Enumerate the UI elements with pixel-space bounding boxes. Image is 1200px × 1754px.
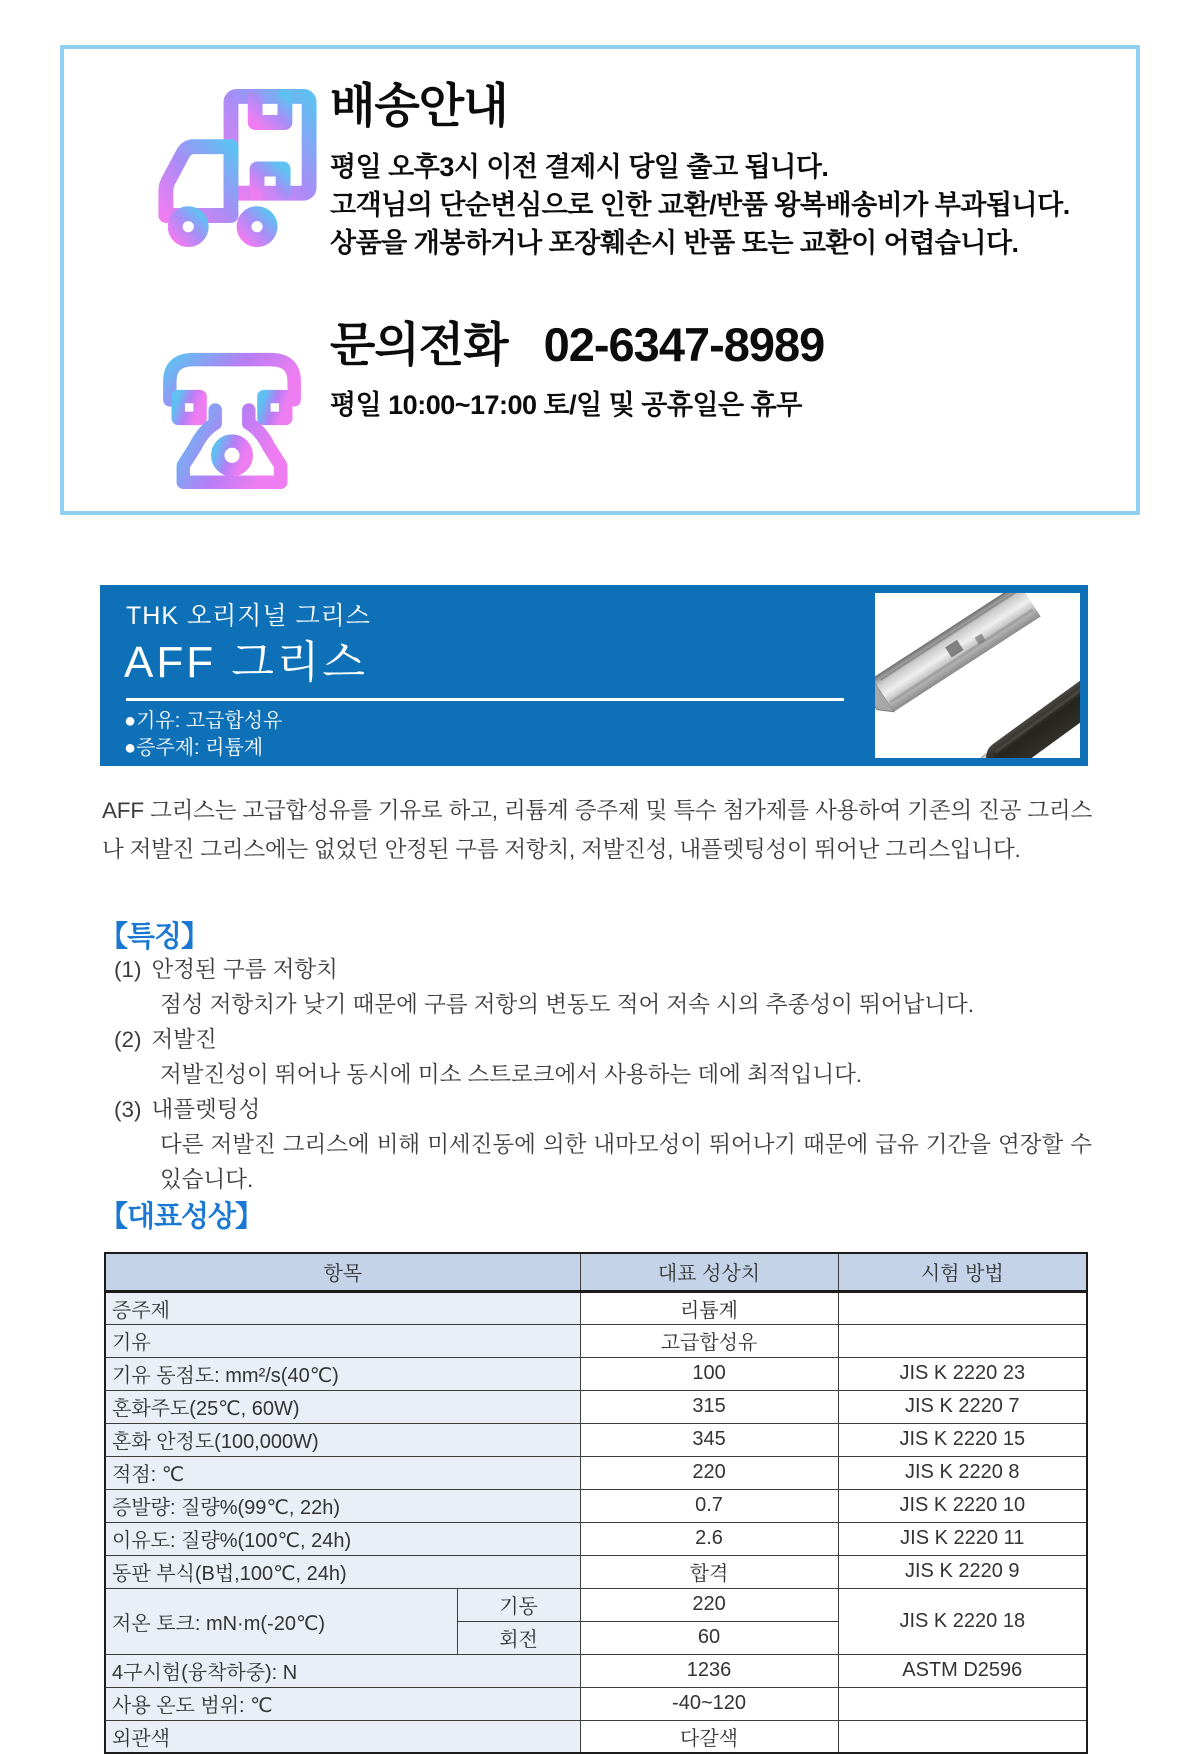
torque-sub-label: 기동 [457,1588,580,1621]
table-row [105,1423,1087,1456]
properties-table [104,1252,1088,1754]
property-value: 220 [580,1456,838,1489]
phone-number: 02-6347-8989 [543,318,825,371]
table-row [105,1489,1087,1522]
torque-sub-label: 회전 [457,1621,580,1654]
property-method: JIS K 2220 10 [838,1489,1087,1522]
product-header-panel [100,585,1088,766]
property-method [838,1324,1087,1357]
feature-item-title [102,1092,1092,1127]
table-row [105,1357,1087,1390]
property-method [838,1720,1087,1753]
property-method: JIS K 2220 7 [838,1390,1087,1423]
table-row [105,1687,1087,1720]
product-bullet-base-oil: ●기유: 고급합성유 [124,710,283,732]
property-method: JIS K 2220 8 [838,1456,1087,1489]
col-header-item: 항목 [105,1253,580,1291]
product-brand-line: THK 오리지널 그리스 [126,602,371,630]
feature-title: 내플렛팅성 [151,1097,261,1122]
table-row [105,1654,1087,1687]
delivery-truck-icon [138,81,324,257]
property-name: 기유 동점도: mm²/s(40℃) [105,1357,580,1390]
phone-contact [330,317,824,422]
property-name: 외관색 [105,1720,580,1753]
features-heading: 【특징】 [99,921,210,953]
feature-item-title [102,952,1092,987]
feature-number: (1) [114,957,142,982]
property-method: ASTM D2596 [838,1654,1087,1687]
table-row [105,1522,1087,1555]
property-value: 다갈색 [580,1720,838,1753]
property-value: 1236 [580,1654,838,1687]
property-method: JIS K 2220 18 [838,1588,1087,1654]
property-name: 기유 [105,1324,580,1357]
phone-title [330,317,824,373]
property-value: 100 [580,1357,838,1390]
property-value: -40~120 [580,1687,838,1720]
properties-table-wrap [104,1252,1088,1754]
feature-item-title [102,1022,1092,1057]
property-name: 적점: ℃ [105,1456,580,1489]
property-value: 리튬계 [580,1291,838,1324]
table-row-torque-start [105,1588,1087,1621]
table-row [105,1390,1087,1423]
property-method: JIS K 2220 23 [838,1357,1087,1390]
table-row [105,1555,1087,1588]
col-header-value: 대표 성상치 [580,1253,838,1291]
phone-label: 문의전화 [330,318,508,371]
property-name: 증발량: 질량%(99℃, 22h) [105,1489,580,1522]
product-bullets [124,708,282,762]
grease-tubes-image [875,593,1080,758]
feature-title: 안정된 구름 저항치 [151,957,338,982]
shipping-lines [330,148,1070,262]
product-title: AFF 그리스 [124,638,368,687]
property-name: 혼화 안정도(100,000W) [105,1423,580,1456]
table-row [105,1291,1087,1324]
property-name: 4구시험(융착하중): N [105,1654,580,1687]
feature-title: 저발진 [151,1027,217,1052]
property-value: 220 [580,1588,838,1621]
property-name: 증주제 [105,1291,580,1324]
property-method [838,1687,1087,1720]
table-row [105,1456,1087,1489]
shipping-line: 평일 오후3시 이전 결제시 당일 출고 됩니다. [330,152,829,183]
property-value: 345 [580,1423,838,1456]
shipping-line: 상품을 개봉하거나 포장훼손시 반품 또는 교환이 어렵습니다. [330,228,1019,259]
shipping-notice-box [60,45,1140,515]
property-name: 혼화주도(25℃, 60W) [105,1390,580,1423]
feature-number: (2) [114,1027,142,1052]
shipping-line: 고객님의 단순변심으로 인한 교환/반품 왕복배송비가 부과됩니다. [330,190,1070,221]
table-row [105,1720,1087,1753]
property-method [838,1291,1087,1324]
feature-item-desc: 다른 저발진 그리스에 비해 미세진동에 의한 내마모성이 뛰어나기 때문에 급유 기간을 연장할 수 있습니다. [160,1132,1092,1192]
property-name: 사용 온도 범위: ℃ [105,1687,580,1720]
feature-item-desc: 저발진성이 뛰어나 동시에 미소 스트로크에서 사용하는 데에 최적입니다. [160,1062,863,1087]
product-photo [875,593,1080,758]
property-method: JIS K 2220 11 [838,1522,1087,1555]
phone-hours: 평일 10:00~17:00 토/일 및 공휴일은 휴무 [330,390,802,421]
property-value: 315 [580,1390,838,1423]
property-value: 고급합성유 [580,1324,838,1357]
product-title-rule [126,698,844,701]
feature-item-desc: 점성 저항치가 낮기 때문에 구름 저항의 변동도 적어 저속 시의 추종성이 뛰어납니다. [160,992,975,1017]
property-value: 합격 [580,1555,838,1588]
property-name: 동판 부식(B법,100℃, 24h) [105,1555,580,1588]
shipping-info [330,79,1070,262]
property-value: 60 [580,1621,838,1654]
property-name: 저온 토크: mN·m(-20℃) [105,1588,457,1654]
col-header-method: 시험 방법 [838,1253,1087,1291]
property-method: JIS K 2220 9 [838,1555,1087,1588]
features-list [102,952,1092,1197]
property-name: 이유도: 질량%(100℃, 24h) [105,1522,580,1555]
table-header-row [105,1253,1087,1291]
phone-icon [148,325,316,495]
feature-number: (3) [114,1097,142,1122]
property-value: 0.7 [580,1489,838,1522]
product-description: AFF 그리스는 고급합성유를 기유로 하고, 리튬계 증주제 및 특수 첨가제를 사용하여 기존의 진공 그리스나 저발진 그리스에는 없었던 안정된 구름 저항치, 저발진성, 내플렛팅성이 뛰어난 그리스입니다. [102,798,1092,862]
properties-heading: 【대표성상】 [99,1201,264,1233]
property-value: 2.6 [580,1522,838,1555]
product-bullet-thickener: ●증주제: 리튬계 [124,737,264,759]
shipping-title: 배송안내 [330,79,508,132]
table-row [105,1324,1087,1357]
property-method: JIS K 2220 15 [838,1423,1087,1456]
